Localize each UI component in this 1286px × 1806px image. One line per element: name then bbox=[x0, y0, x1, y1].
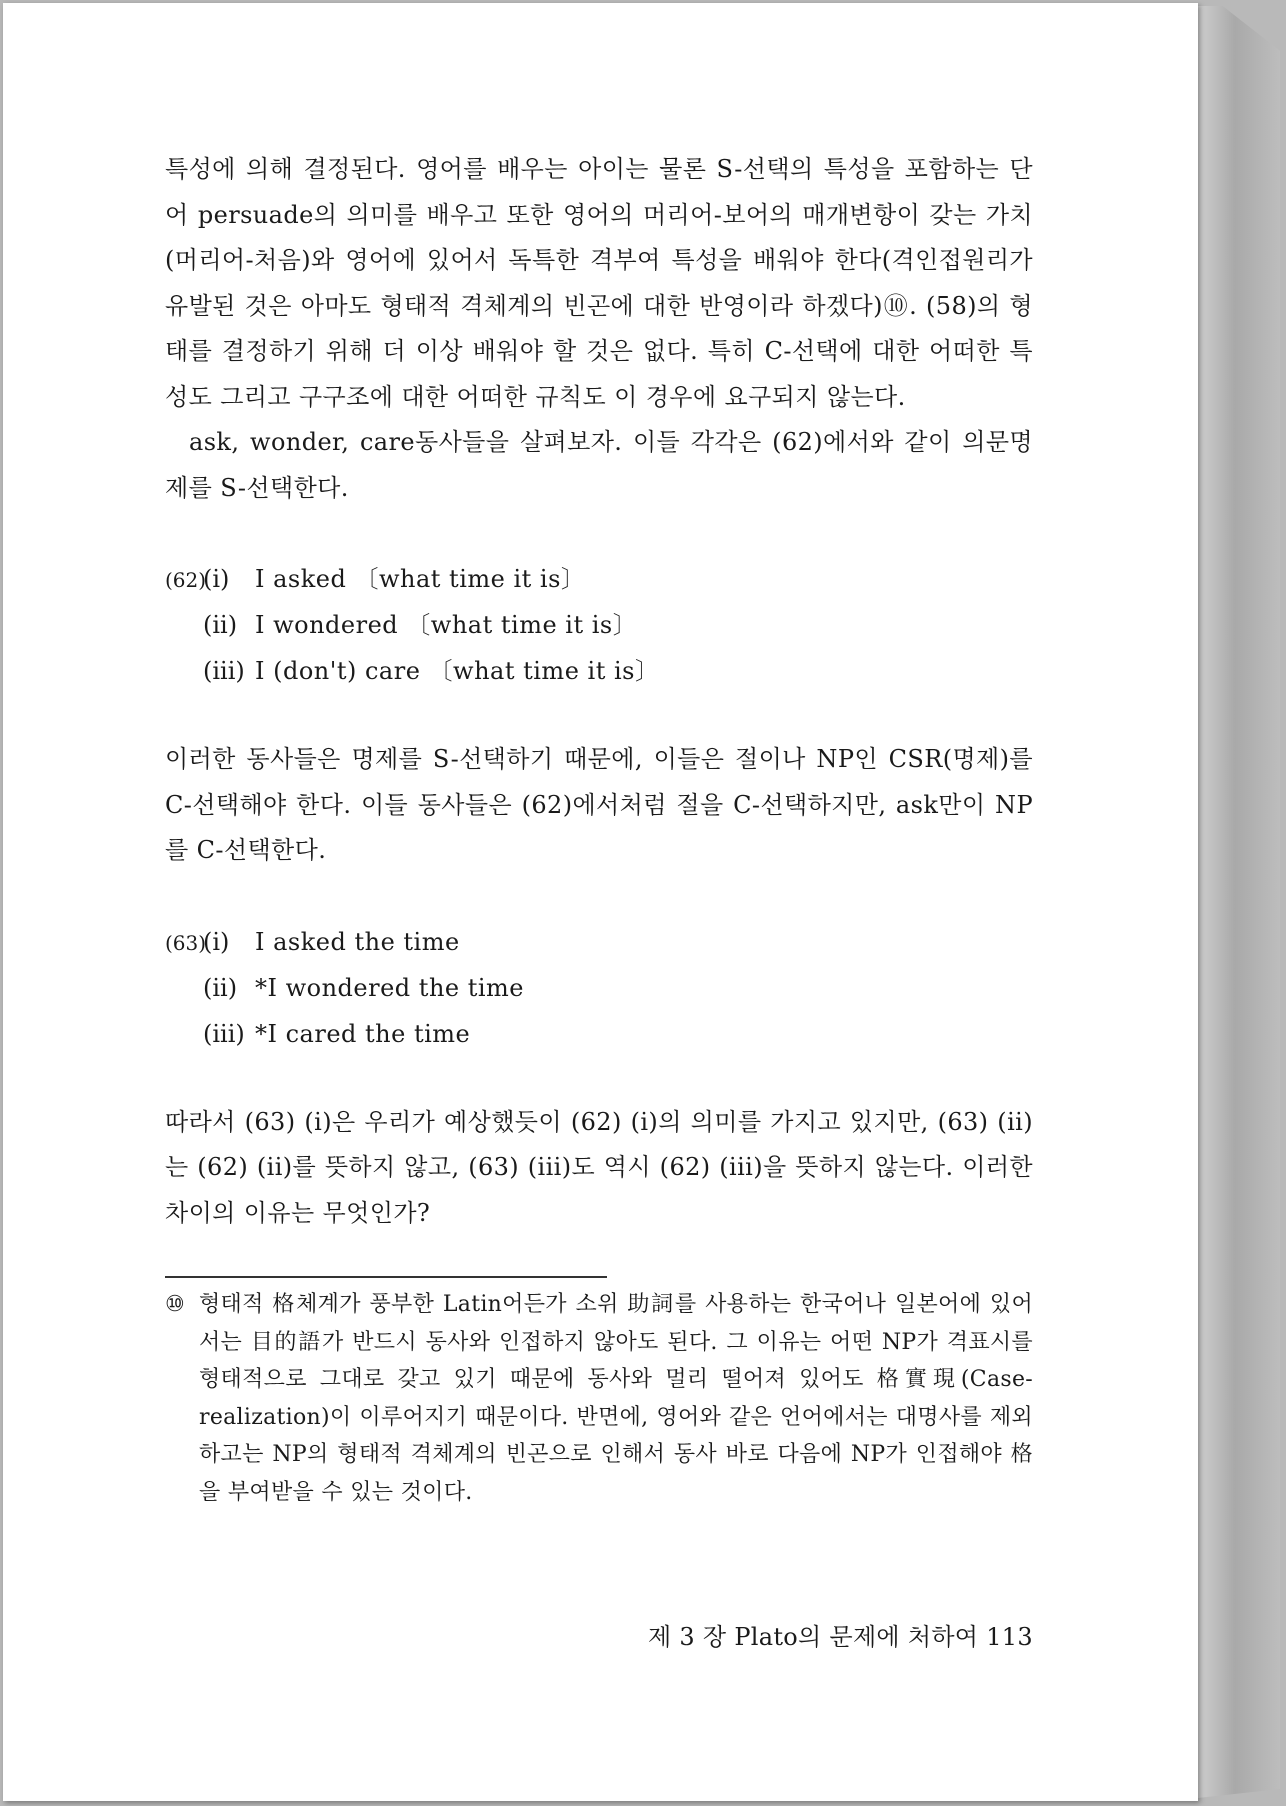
example-text: I asked the time bbox=[255, 927, 460, 956]
example-row bbox=[165, 965, 1033, 1011]
example-row bbox=[165, 1011, 1033, 1057]
example-label: (i) bbox=[203, 565, 230, 593]
example-text: *I wondered the time bbox=[255, 973, 525, 1002]
footnote bbox=[165, 1286, 1033, 1511]
example-row bbox=[165, 648, 1033, 694]
paragraph-4: 따라서 (63) (i)은 우리가 예상했듯이 (62) (i)의 의미를 가지고 있지만, (63) (ii)는 (62) (ii)를 뜻하지 않고, (63) (iii)도 역시 (62) (iii)을 뜻하지 않는다. 이러한 차이의 이유는 무엇인가? bbox=[165, 1107, 1033, 1227]
example-text: I asked 〔what time it is〕 bbox=[255, 565, 586, 593]
example-label: (ii) bbox=[203, 973, 238, 1002]
example-text: I (don't) care 〔what time it is〕 bbox=[255, 657, 660, 685]
page-body bbox=[165, 147, 1033, 1511]
example-row bbox=[165, 602, 1033, 648]
paragraph-3: 이러한 동사들은 명제를 S-선택하기 때문에, 이들은 절이나 NP인 CSR(명제)를 C-선택해야 한다. 이들 동사들은 (62)에서처럼 절을 C-선택하지만, ask만이 NP를 C-선택한다. bbox=[165, 745, 1033, 864]
example-block-62 bbox=[165, 556, 1033, 694]
example-row bbox=[165, 556, 1033, 602]
example-label: (iii) bbox=[203, 657, 245, 685]
footnote-text: 형태적 格체계가 풍부한 Latin어든가 소위 助詞를 사용하는 한국어나 일본어에 있어서는 目的語가 반드시 동사와 인접하지 않아도 된다. 그 이유는 어떤 NP가 격표시를 형태적으로 그대로 갖고 있기 때문에 동사와 멀리 떨어져 있어도 格實現(Case-realization)이 이루어지기 때문이다. 반면에, 영어와 같은 언어에서는 대명사를 제외하고는 NP의 형태적 격체계의 빈곤으로 인해서 동사 바로 다음에 NP가 인접해야 格을 부여받을 수 있는 것이다. bbox=[199, 1292, 1033, 1505]
running-footer: 제 3 장 Plato의 문제에 처하여 113 bbox=[648, 1623, 1033, 1651]
example-label: (ii) bbox=[203, 611, 238, 639]
paragraph-2: ask, wonder, care동사들을 살펴보자. 이들 각각은 (62)에서와 같이 의문명제를 S-선택한다. bbox=[165, 428, 1033, 502]
example-text: *I cared the time bbox=[255, 1019, 471, 1048]
book-edge bbox=[1198, 6, 1280, 1798]
example-row bbox=[165, 919, 1033, 965]
paragraph-1: 특성에 의해 결정된다. 영어를 배우는 아이는 물론 S-선택의 특성을 포함하는 단어 persuade의 의미를 배우고 또한 영어의 머리어-보어의 매개변항이 갖는 가치(머리어-처음)와 영어에 있어서 독특한 격부여 특성을 배워야 한다(격인접원리가 유발된 것은 아마도 형태적 격체계의 빈곤에 대한 반영이라 하겠다)⑩. (58)의 형태를 결정하기 위해 더 이상 배워야 할 것은 없다. 특히 C-선택에 대한 어떠한 특성도 그리고 구구조에 대한 어떠한 규칙도 이 경우에 요구되지 않는다. bbox=[165, 155, 1033, 411]
example-label: (iii) bbox=[203, 1019, 245, 1048]
example-block-63 bbox=[165, 919, 1033, 1057]
book-page bbox=[3, 3, 1198, 1801]
example-number: (62) bbox=[165, 568, 207, 592]
footnote-mark: ⑩ bbox=[165, 1292, 185, 1317]
footnote-divider bbox=[165, 1276, 607, 1278]
example-label: (i) bbox=[203, 927, 230, 956]
example-text: I wondered 〔what time it is〕 bbox=[255, 611, 638, 639]
example-number: (63) bbox=[165, 930, 207, 955]
